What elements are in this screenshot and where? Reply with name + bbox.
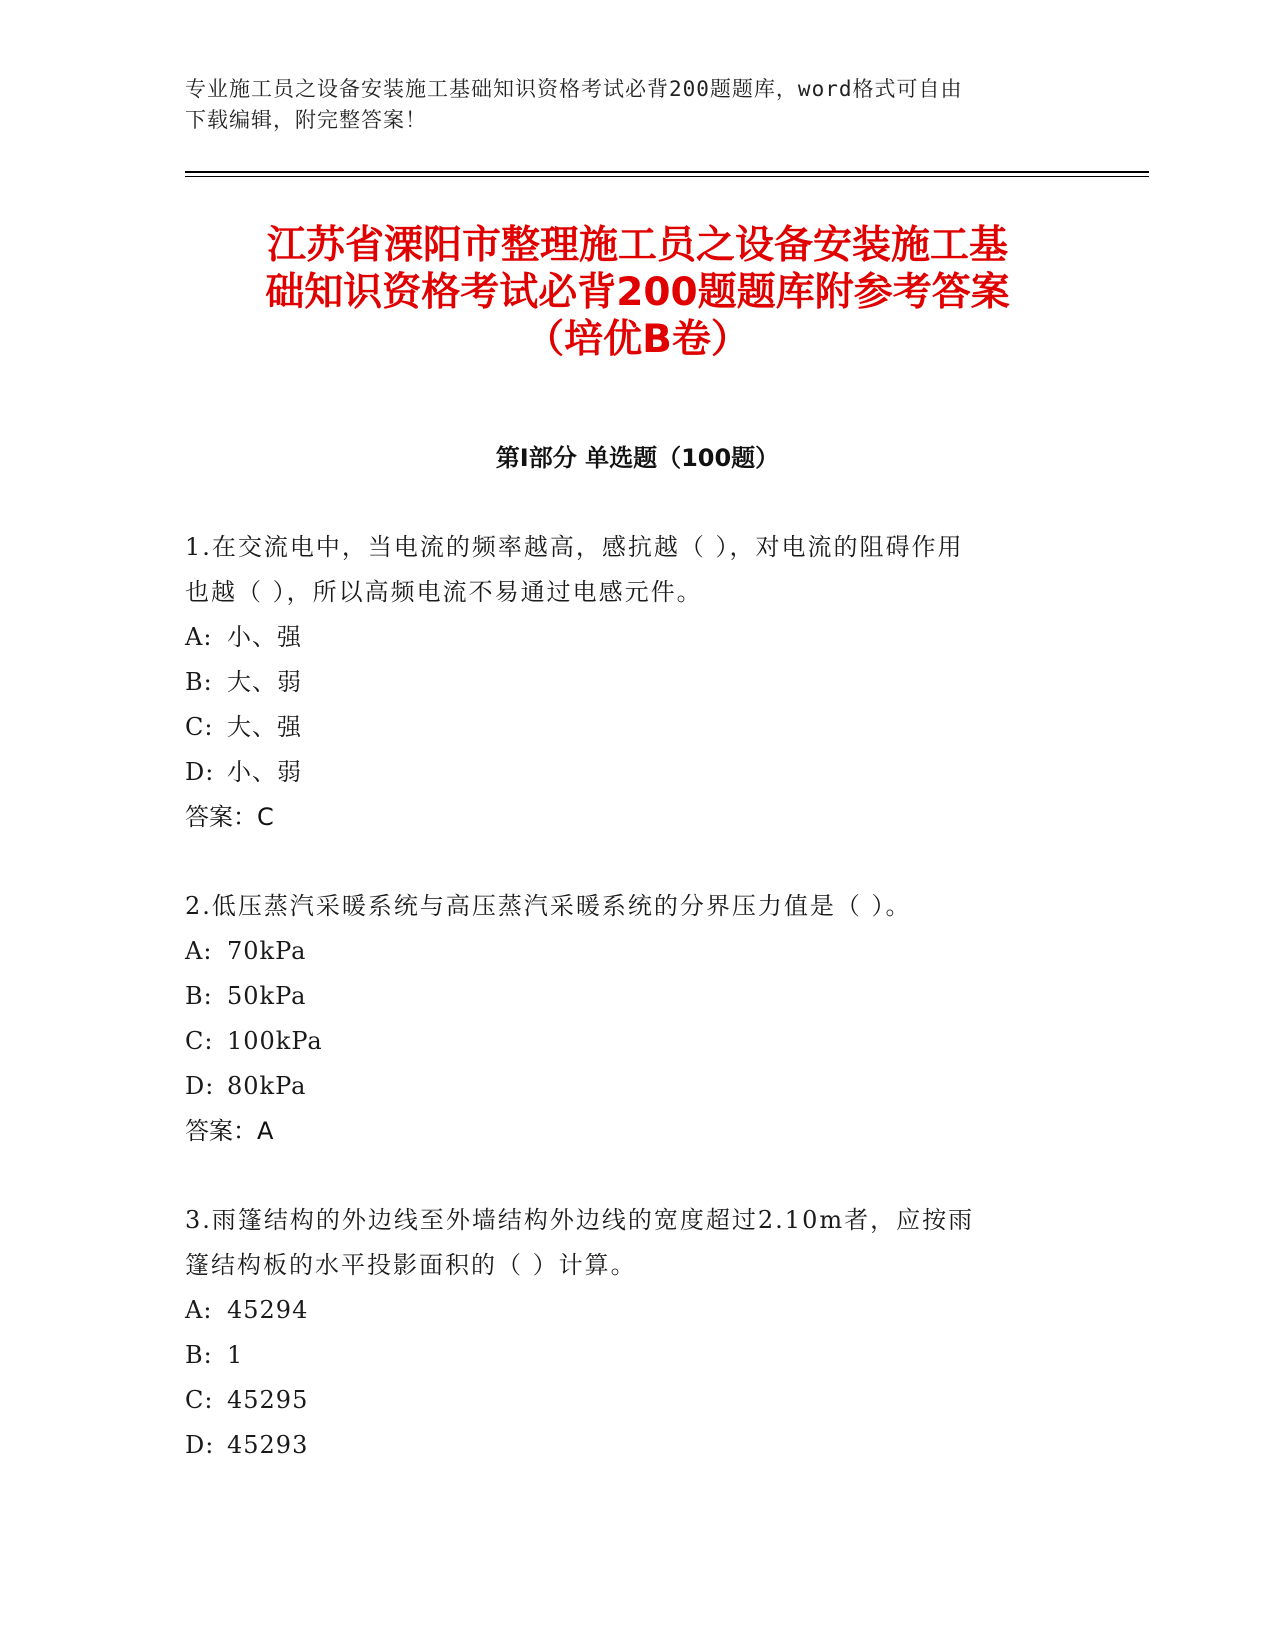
section-title: 第Ⅰ部分 单选题（100题） bbox=[495, 444, 780, 472]
option-text: 45294 bbox=[227, 1296, 309, 1324]
option-d bbox=[185, 750, 1085, 795]
header-note-line-2: 下载编辑，附完整答案！ bbox=[185, 108, 427, 132]
option-b bbox=[185, 1333, 1085, 1378]
option-key: D: bbox=[185, 758, 215, 786]
title-line-2: 础知识资格考试必背200题题库附参考答案 bbox=[265, 270, 1010, 315]
question-stem bbox=[185, 884, 1085, 929]
title-line-3: （培优B卷） bbox=[525, 317, 750, 362]
option-key: C: bbox=[185, 1386, 214, 1414]
document-title bbox=[150, 222, 1125, 363]
option-key: B: bbox=[185, 668, 213, 696]
option-b bbox=[185, 660, 1085, 705]
option-text: 大、强 bbox=[227, 713, 302, 741]
question-1 bbox=[185, 525, 1085, 840]
option-text: 小、强 bbox=[227, 623, 302, 651]
question-2 bbox=[185, 884, 1085, 1154]
option-text: 大、弱 bbox=[227, 668, 302, 696]
answer: 答案：A bbox=[185, 1117, 274, 1145]
option-c bbox=[185, 1378, 1085, 1423]
option-key: B: bbox=[185, 982, 213, 1010]
option-key: A: bbox=[185, 623, 213, 651]
question-stem-line: 3.雨篷结构的外边线至外墙结构外边线的宽度超过2.10m者，应按雨 bbox=[185, 1206, 975, 1234]
question-3 bbox=[185, 1198, 1085, 1468]
option-a bbox=[185, 929, 1085, 974]
option-key: D: bbox=[185, 1072, 215, 1100]
option-text: 45293 bbox=[227, 1431, 309, 1459]
option-d bbox=[185, 1423, 1085, 1468]
header-divider-thick bbox=[185, 171, 1149, 173]
header-divider-thin bbox=[185, 176, 1149, 177]
question-stem-line: 也越（ ），所以高频电流不易通过电感元件。 bbox=[185, 578, 703, 606]
option-b bbox=[185, 974, 1085, 1019]
title-line-1: 江苏省溧阳市整理施工员之设备安装施工基 bbox=[266, 223, 1008, 268]
option-text: 100kPa bbox=[227, 1027, 323, 1055]
question-stem bbox=[185, 1198, 1085, 1288]
question-stem-line: 2.低压蒸汽采暖系统与高压蒸汽采暖系统的分界压力值是（ ）。 bbox=[185, 892, 912, 920]
option-text: 1 bbox=[227, 1341, 244, 1369]
option-a bbox=[185, 615, 1085, 660]
option-c bbox=[185, 705, 1085, 750]
option-a bbox=[185, 1288, 1085, 1333]
question-stem bbox=[185, 525, 1085, 615]
question-stem-line: 1.在交流电中，当电流的频率越高，感抗越（ ），对电流的阻碍作用 bbox=[185, 533, 964, 561]
answer: 答案：C bbox=[185, 803, 274, 831]
question-list bbox=[185, 525, 1085, 1512]
option-key: C: bbox=[185, 1027, 214, 1055]
option-text: 70kPa bbox=[227, 937, 307, 965]
question-stem-line: 篷结构板的水平投影面积的（ ）计算。 bbox=[185, 1251, 637, 1279]
option-key: A: bbox=[185, 937, 213, 965]
option-text: 小、弱 bbox=[227, 758, 302, 786]
option-key: B: bbox=[185, 1341, 213, 1369]
option-key: A: bbox=[185, 1296, 213, 1324]
header-note bbox=[185, 74, 1085, 136]
option-key: C: bbox=[185, 713, 214, 741]
option-key: D: bbox=[185, 1431, 215, 1459]
option-c bbox=[185, 1019, 1085, 1064]
header-note-line-1: 专业施工员之设备安装施工基础知识资格考试必背200题题库，word格式可自由 bbox=[185, 77, 963, 101]
option-text: 80kPa bbox=[227, 1072, 307, 1100]
option-text: 50kPa bbox=[227, 982, 307, 1010]
option-text: 45295 bbox=[227, 1386, 309, 1414]
option-d bbox=[185, 1064, 1085, 1109]
